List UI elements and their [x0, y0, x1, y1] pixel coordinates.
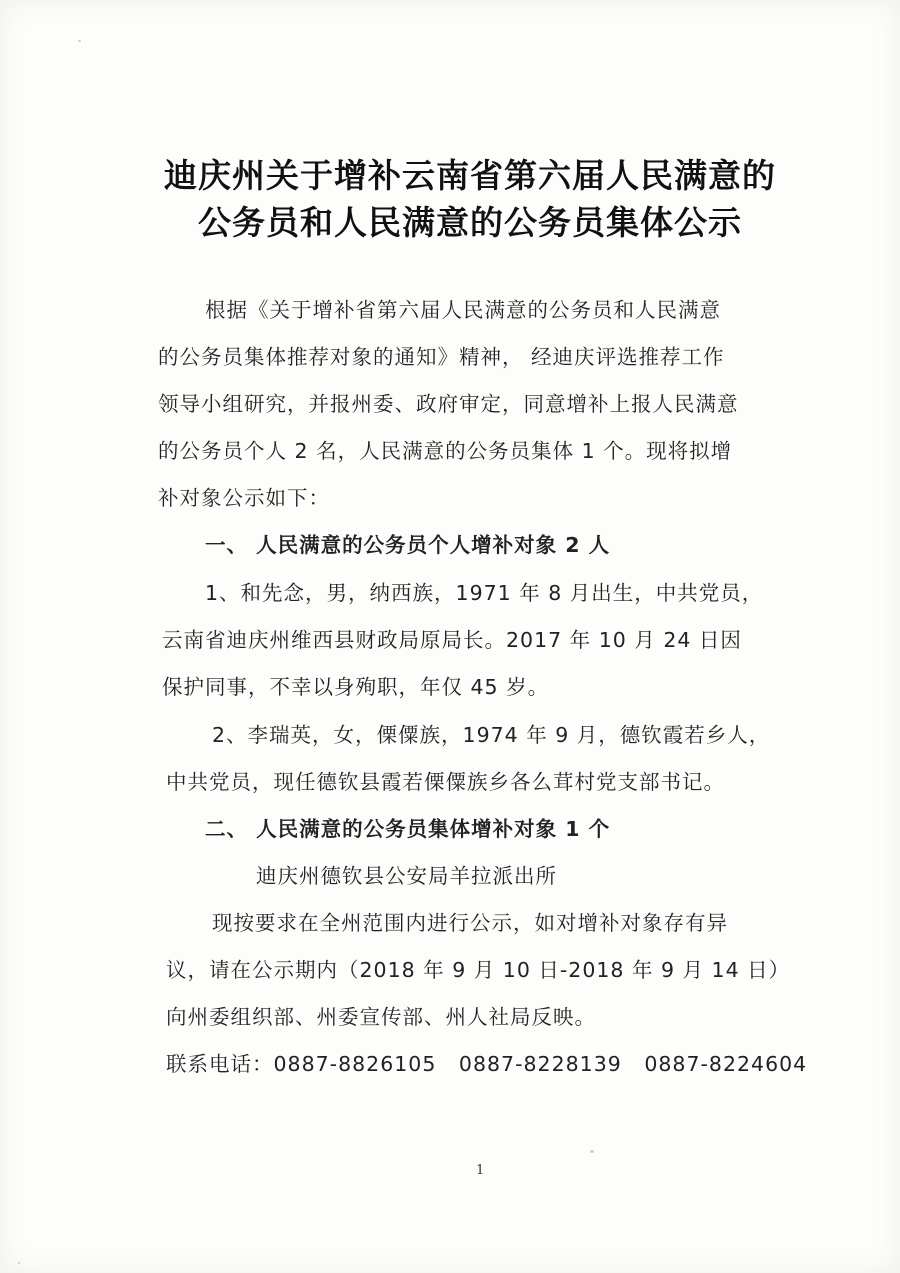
person-1-line-3: 保护同事，不幸以身殉职，年仅 45 岁。	[162, 675, 550, 699]
scan-speck	[78, 40, 81, 42]
scan-speck	[18, 1262, 20, 1264]
intro-line-1: 根据《关于增补省第六届人民满意的公务员和人民满意	[205, 298, 721, 322]
collective-name: 迪庆州德钦县公安局羊拉派出所	[256, 864, 557, 888]
person-1-line-1: 1、和先念，男，纳西族，1971 年 8 月出生，中共党员，	[205, 581, 764, 605]
document-title-line-2: 公务员和人民满意的公务员集体公示	[198, 203, 742, 242]
person-2-line-1: 2、李瑞英，女，傈僳族，1974 年 9 月，德钦霞若乡人，	[212, 723, 771, 747]
document-title-line-1: 迪庆州关于增补云南省第六届人民满意的	[164, 156, 776, 195]
intro-line-5: 补对象公示如下：	[158, 486, 330, 510]
section-1-heading: 一、 人民满意的公务员个人增补对象 2 人	[205, 533, 611, 557]
contact-phones: 联系电话：0887-8826105 0887-8228139 0887-8224604	[166, 1052, 808, 1076]
intro-line-4: 的公务员个人 2 名，人民满意的公务员集体 1 个。现将拟增	[158, 439, 733, 463]
notice-line-1: 现按要求在全州范围内进行公示，如对增补对象存有异	[212, 911, 728, 935]
intro-line-3: 领导小组研究，并报州委、政府审定，同意增补上报人民满意	[158, 392, 739, 416]
notice-line-2: 议，请在公示期内（2018 年 9 月 10 日-2018 年 9 月 14 日）	[166, 958, 791, 982]
page-number: 1	[476, 1163, 485, 1178]
section-2-heading: 二、 人民满意的公务员集体增补对象 1 个	[205, 817, 611, 841]
person-1-line-2: 云南省迪庆州维西县财政局原局长。2017 年 10 月 24 日因	[162, 628, 742, 652]
intro-line-2: 的公务员集体推荐对象的通知》精神， 经迪庆评选推荐工作	[158, 345, 725, 369]
scan-speck	[590, 1150, 594, 1153]
notice-line-3: 向州委组织部、州委宣传部、州人社局反映。	[166, 1005, 596, 1029]
person-2-line-2: 中共党员，现任德钦县霞若傈僳族乡各么茸村党支部书记。	[166, 770, 725, 794]
